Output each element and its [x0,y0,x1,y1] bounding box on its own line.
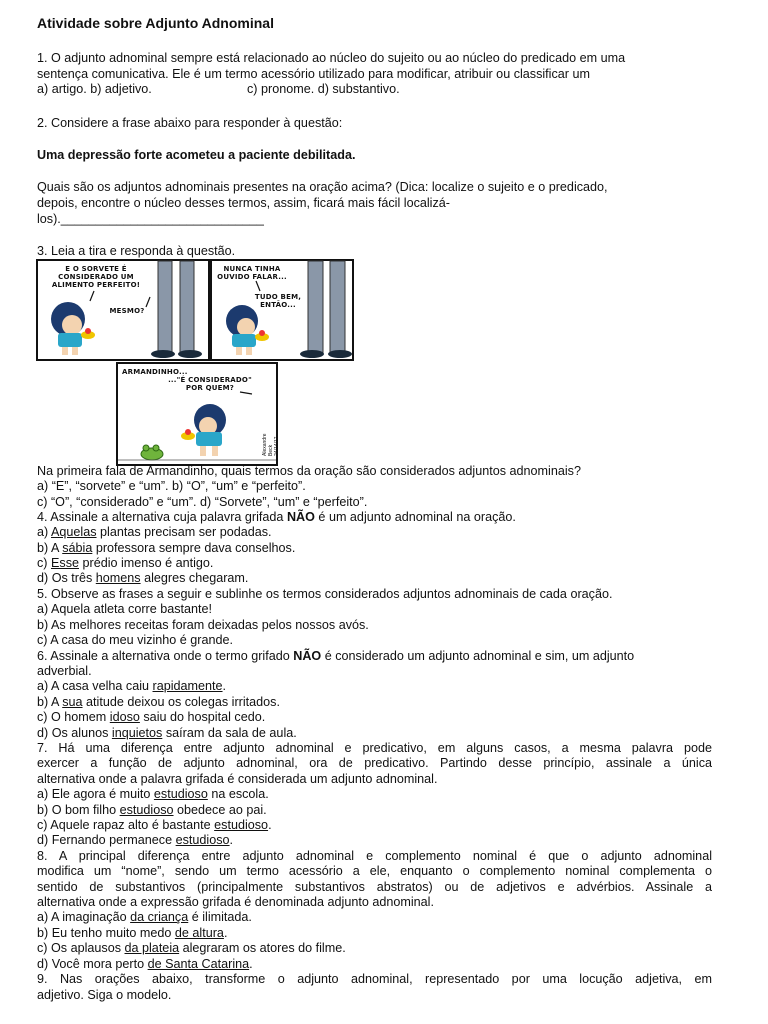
q6-option-b [37,695,280,710]
q8-b-underlined: de altura [174,926,224,940]
q7-line-2: exercer a função de adjunto adnominal, ora de predicativo. Partindo desse princípio, assinale a única [37,756,712,770]
q7-c-pre: c) Aquele rapaz alto é bastante [37,818,215,832]
q7-option-b [37,803,267,818]
q7-line-1: 7. Há uma diferença entre adjunto adnominal e predicativo, em alguns casos, a mesma palavra pode [37,741,712,755]
q8-b-post: . [223,926,228,940]
q8-c-pre: c) Os aplausos [37,941,125,955]
q4-b-post: professora sempre dava conselhos. [92,541,296,555]
q7-b-underlined: estudioso [119,803,174,817]
comic-signature: Alexandre Beck 24/14/17 [262,433,280,456]
q7-b-pre: b) O bom filho [37,803,120,817]
q6-c-underlined: idoso [109,710,140,724]
q8-option-a [37,910,252,925]
q3-question: Na primeira fala de Armandinho, quais termos da oração são considerados adjuntos adnominais? [37,464,581,478]
q5-item-a: a) Aquela atleta corre bastante! [37,602,213,616]
q6-stem-line-2: adverbial. [37,664,92,678]
q1-line-2: sentença comunicativa. Ele é um termo acessório utilizado para modificar, atribuir ou classificar um [37,67,590,81]
q6-c-pre: c) O homem [37,710,110,724]
q8-d-underlined: de Santa Catarina [147,957,250,971]
panel-2-reply: TUDO BEM, ENTÃO... [254,293,302,309]
q6-b-pre: b) A [37,695,63,709]
q6-a-underlined: rapidamente [152,679,223,693]
q8-line-2: modifica um “nome”, sendo um termo acessório a ele, enquanto o complemento nominal complementa o [37,864,712,878]
comic-panel-1 [36,259,210,361]
q7-a-underlined: estudioso [153,787,208,801]
q4-stem-text-1: 4. Assinale a alternativa cuja palavra grifada [37,510,287,524]
q6-d-pre: d) Os alunos [37,726,112,740]
q4-d-underlined: homens [95,571,141,585]
q7-a-post: na escola. [207,787,269,801]
q4-option-c [37,556,213,571]
q7-c-post: . [268,818,272,832]
q8-option-d [37,957,253,972]
q8-c-underlined: da plateia [124,941,180,955]
q4-option-b [37,541,295,556]
q5-stem: 5. Observe as frases a seguir e sublinhe os termos considerados adjuntos adnominais de cada oração. [37,587,613,601]
q2-line-1: Quais são os adjuntos adnominais presentes na oração acima? (Dica: localize o sujeito e o predicado, [37,180,608,194]
q6-option-d [37,726,297,741]
q8-line-3: sentido de substantivos (principalmente substantivos abstratos) ou de adjetivos e advérbios. Assinale a [37,880,712,894]
comic-panel-3 [116,362,278,466]
q8-d-pre: d) Você mora perto [37,957,148,971]
q5-item-c: c) A casa do meu vizinho é grande. [37,633,234,647]
q2-intro: 2. Considere a frase abaixo para responder à questão: [37,116,343,130]
q4-option-a [37,525,272,540]
q4-c-underlined: Esse [51,556,79,570]
q7-d-underlined: estudioso [175,833,230,847]
q6-a-pre: a) A casa velha caiu [37,679,153,693]
panel-2-caption: NUNCA TINHA OUVIDO FALAR... [217,265,287,281]
panel-1-drawing [38,261,208,359]
q8-a-post: é ilimitada. [188,910,252,924]
q6-c-post: saiu do hospital cedo. [139,710,266,724]
q7-d-pre: d) Fernando permanece [37,833,176,847]
q8-c-post: alegraram os atores do filme. [179,941,346,955]
page-title: Atividade sobre Adjunto Adnominal [37,15,274,31]
q9-line-2: adjetivo. Siga o modelo. [37,988,172,1002]
q7-c-underlined: estudioso [214,818,269,832]
q4-stem-text-2: é um adjunto adnominal na oração. [314,510,516,524]
q4-c-pre: c) [37,556,51,570]
q4-a-post: plantas precisam ser podadas. [96,525,272,539]
panel-1-reply: MESMO? [109,307,145,315]
q6-option-c [37,710,265,725]
q7-option-a [37,787,269,802]
panel-1-caption: E O SORVETE É CONSIDERADO UM ALIMENTO PERFEITO! [51,265,141,289]
q6-d-underlined: inquietos [111,726,163,740]
panel-2-drawing [212,261,352,359]
q6-stem [37,649,634,664]
q1-options-cd: c) pronome. d) substantivo. [247,82,400,96]
q6-option-a [37,679,226,694]
q7-line-3: alternativa onde a palavra grifada é considerada um adjunto adnominal. [37,772,438,786]
q8-line-4: alternativa onde a expressão grifada é denominada adjunto adnominal. [37,895,434,909]
q8-line-1: 8. A principal diferença entre adjunto adnominal e complemento nominal é que o adjunto adnominal [37,849,712,863]
panel-3-caption-1: ARMANDINHO... [122,368,188,376]
q8-a-underlined: da criança [130,910,189,924]
q6-b-underlined: sua [62,695,83,709]
q6-b-post: atitude deixou os colegas irritados. [82,695,280,709]
q8-b-pre: b) Eu tenho muito medo [37,926,175,940]
q9-line-1: 9. Nas orações abaixo, transforme o adjunto adnominal, representado por uma locução adjetiva, em [37,972,712,986]
q2-line-2: depois, encontre o núcleo desses termos, assim, ficará mais fácil localizá- [37,196,450,210]
q4-b-pre: b) A [37,541,63,555]
q7-b-post: obedece ao pai. [173,803,267,817]
comic-panel-2 [210,259,354,361]
q4-option-d [37,571,248,586]
q2-answer-line: los)._____________________________ [37,212,264,226]
q2-sentence: Uma depressão forte acometeu a paciente debilitada. [37,148,356,162]
q3-options-ab: a) “E”, “sorvete” e “um”. b) “O”, “um” e “perfeito”. [37,479,306,493]
q8-a-pre: a) A imaginação [37,910,131,924]
q5-item-b: b) As melhores receitas foram deixadas pelos nossos avós. [37,618,369,632]
q3-intro: 3. Leia a tira e responda à questão. [37,244,236,258]
q8-option-b [37,926,227,941]
q6-stem-text-2: é considerado um adjunto adnominal e sim, um adjunto [321,649,635,663]
q4-a-pre: a) [37,525,52,539]
q1-line-1: 1. O adjunto adnominal sempre está relacionado ao núcleo do sujeito ou ao núcleo do predicado em uma [37,51,626,65]
q7-option-c [37,818,272,833]
q4-c-post: prédio imenso é antigo. [79,556,214,570]
q4-stem-emphasis: NÃO [286,510,315,524]
q8-option-c [37,941,346,956]
q7-option-d [37,833,233,848]
q4-d-pre: d) Os três [37,571,96,585]
panel-3-drawing [118,364,276,464]
q8-d-post: . [249,957,253,971]
q6-stem-text-1: 6. Assinale a alternativa onde o termo grifado [37,649,294,663]
q6-d-post: saíram da sala de aula. [162,726,297,740]
q7-a-pre: a) Ele agora é muito [37,787,154,801]
q4-d-post: alegres chegaram. [140,571,249,585]
q4-b-underlined: sábia [62,541,93,555]
panel-3-caption-2: ..."É CONSIDERADO" POR QUEM? [168,376,252,392]
q6-a-post: . [222,679,227,693]
q1-options-ab: a) artigo. b) adjetivo. [37,82,152,96]
q3-options-cd: c) “O”, “considerado” e “um”. d) “Sorvete”, “um” e “perfeito”. [37,495,368,509]
q4-a-underlined: Aquelas [51,525,97,539]
q6-stem-emphasis: NÃO [293,649,322,663]
q7-d-post: . [229,833,234,847]
q4-stem [37,510,516,525]
